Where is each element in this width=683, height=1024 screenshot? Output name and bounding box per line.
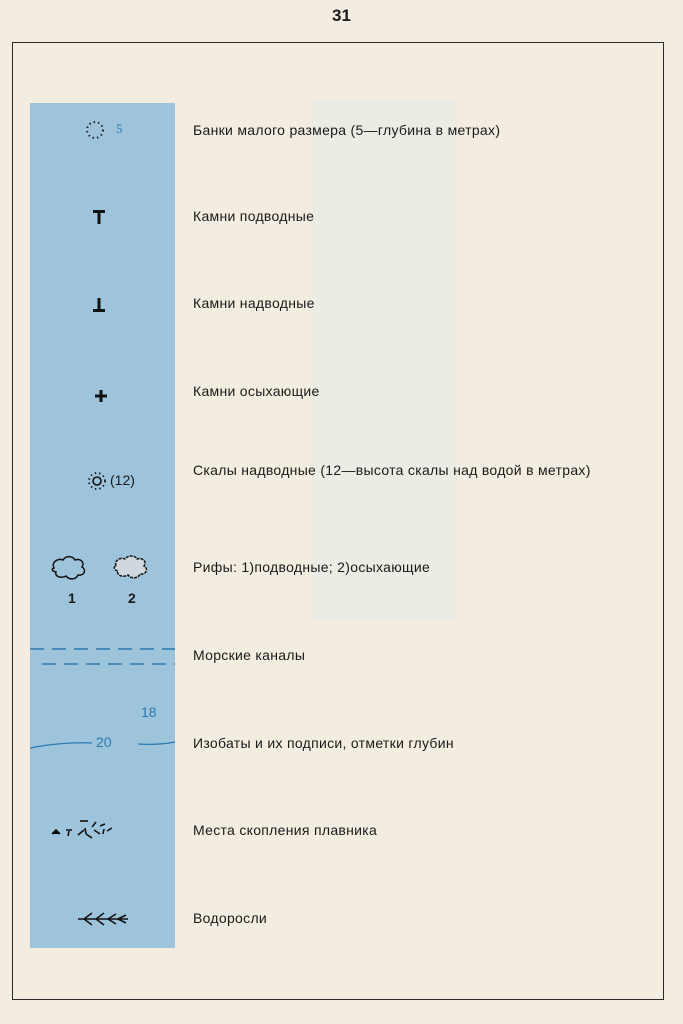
- legend-label-above-water-rocks: Камни надводные: [193, 295, 315, 311]
- depth-number: 5: [116, 121, 123, 136]
- drying-rock-icon: [95, 389, 107, 407]
- driftwood-icon: [52, 818, 152, 849]
- legend-label-shoals: Банки малого размера (5—глубина в метрах): [193, 122, 501, 138]
- seaweed-icon: [78, 910, 133, 933]
- legend-label-seaweed: Водоросли: [193, 910, 268, 926]
- legend-label-underwater-rocks: Камни подводные: [193, 208, 315, 224]
- cliff-height: (12): [110, 472, 135, 488]
- legend-label-sea-channels: Морские каналы: [193, 647, 306, 663]
- show-through: [312, 100, 457, 620]
- shoal-dotted-circle-icon: [86, 121, 106, 146]
- legend-label-reefs: Рифы: 1)подводные; 2)осыхающие: [193, 559, 431, 575]
- page-number: 31: [332, 6, 351, 25]
- depth-mark: 18: [141, 704, 157, 720]
- legend-label-drying-rocks: Камни осыхающие: [193, 383, 320, 399]
- legend-label-cliffs: Скалы надводные (12—высота скалы над водой в метрах): [193, 462, 591, 478]
- isobath-label: 20: [96, 734, 112, 750]
- reef-label-1: 1: [68, 590, 76, 606]
- reef-label-2: 2: [128, 590, 136, 606]
- underwater-rock-icon: [93, 210, 105, 229]
- legend-label-driftwood: Места скопления плавника: [193, 822, 378, 838]
- reef-icon: [50, 554, 160, 587]
- sea-channel-icon: [30, 646, 175, 671]
- above-water-rock-icon: [93, 298, 105, 317]
- above-water-cliff-icon: [88, 472, 106, 495]
- legend-label-isobaths: Изобаты и их подписи, отметки глубин: [193, 735, 454, 751]
